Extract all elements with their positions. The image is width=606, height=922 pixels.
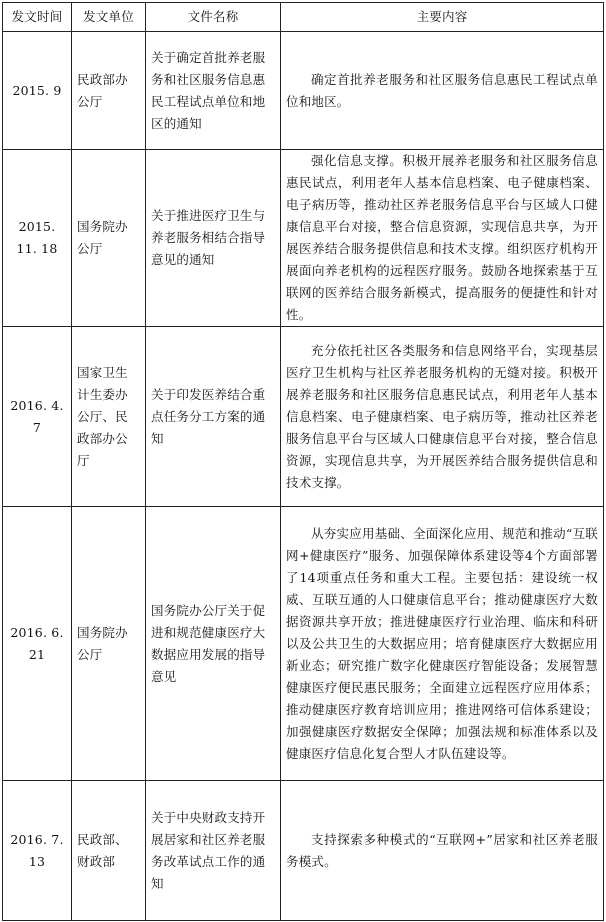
row-unit: 国家卫生计生委办公厅、民政部办公厅 bbox=[72, 327, 146, 507]
row-content-text: 从夯实应用基础、全面深化应用、规范和推动“互联网+健康医疗”服务、加强保障体系建设等4个方面部署了14项重点任务和重大工程。主要包括：建设统一权威、互联互通的人口健康信息平台；推动健康医疗大数据资源共享开放；推进健康医疗行业治理、临床和科研以及公共卫生的大数据应用；培育健康医疗大数据应用新业态；研究推广数字化健康医疗智能设备；发展智慧健康医疗便民惠民服务；全面建立远程医疗应用体系；推动健康医疗教育培训应用；推进网络可信体系建设；加强健康医疗数据安全保障；加强法规和标准体系以及健康医疗信息化复合型人才队伍建设等。 bbox=[286, 525, 598, 761]
header-unit: 发文单位 bbox=[72, 3, 146, 32]
row-title: 关于印发医养结合重点任务分工方案的通知 bbox=[146, 327, 281, 507]
row-date: 2015. 9 bbox=[3, 32, 72, 150]
row-title: 国务院办公厅关于促进和规范健康医疗大数据应用发展的指导意见 bbox=[146, 507, 281, 781]
row-unit: 国务院办公厅 bbox=[72, 150, 146, 327]
row-date: 2016. 4. 7 bbox=[3, 327, 72, 507]
row-content bbox=[281, 327, 604, 507]
row-content bbox=[281, 507, 604, 781]
row-unit: 国务院办公厅 bbox=[72, 507, 146, 781]
row-content bbox=[281, 32, 604, 150]
table-row bbox=[3, 507, 604, 781]
row-content bbox=[281, 781, 604, 921]
row-content bbox=[281, 150, 604, 327]
row-content-text: 确定首批养老服务和社区服务信息惠民工程试点单位和地区。 bbox=[286, 71, 598, 109]
row-date: 2016. 6. 21 bbox=[3, 507, 72, 781]
policy-table bbox=[2, 2, 604, 921]
row-title: 关于推进医疗卫生与养老服务相结合指导意见的通知 bbox=[146, 150, 281, 327]
header-content: 主要内容 bbox=[281, 3, 604, 32]
header-row bbox=[3, 3, 604, 32]
row-content-text: 支持探索多种模式的“互联网+”居家和社区养老服务模式。 bbox=[286, 831, 598, 869]
row-content-text: 强化信息支撑。积极开展养老服务和社区服务信息惠民试点，利用老年人基本信息档案、电子健康档案、电子病历等，推动社区养老服务信息平台与区域人口健康信息平台对接，整合信息资源，实现信息共享，为开展医养结合服务提供信息和技术支撑。组织医疗机构开展面向养老机构的远程医疗服务。鼓励各地探索基于互联网的医养结合服务新模式，提高服务的便捷性和针对性。 bbox=[286, 153, 598, 322]
row-title: 关于中央财政支持开展居家和社区养老服务改革试点工作的通知 bbox=[146, 781, 281, 921]
table-row bbox=[3, 150, 604, 327]
header-title: 文件名称 bbox=[146, 3, 281, 32]
header-date: 发文时间 bbox=[3, 3, 72, 32]
row-unit: 民政部办公厅 bbox=[72, 32, 146, 150]
table-row bbox=[3, 781, 604, 921]
table-row bbox=[3, 32, 604, 150]
row-title: 关于确定首批养老服务和社区服务信息惠民工程试点单位和地区的通知 bbox=[146, 32, 281, 150]
table-row bbox=[3, 327, 604, 507]
row-date: 2015. 11. 18 bbox=[3, 150, 72, 327]
row-content-text: 充分依托社区各类服务和信息网络平台，实现基层医疗卫生机构与社区养老服务机构的无缝对接。积极开展养老服务和社区服务信息惠民试点，利用老年人基本信息档案、电子健康档案、电子病历等，推动社区养老服务信息平台与区域人口健康信息平台对接，整合信息资源，实现信息共享，为开展医养结合服务提供信息和技术支撑。 bbox=[286, 342, 598, 490]
row-date: 2016. 7. 13 bbox=[3, 781, 72, 921]
row-unit: 民政部、财政部 bbox=[72, 781, 146, 921]
